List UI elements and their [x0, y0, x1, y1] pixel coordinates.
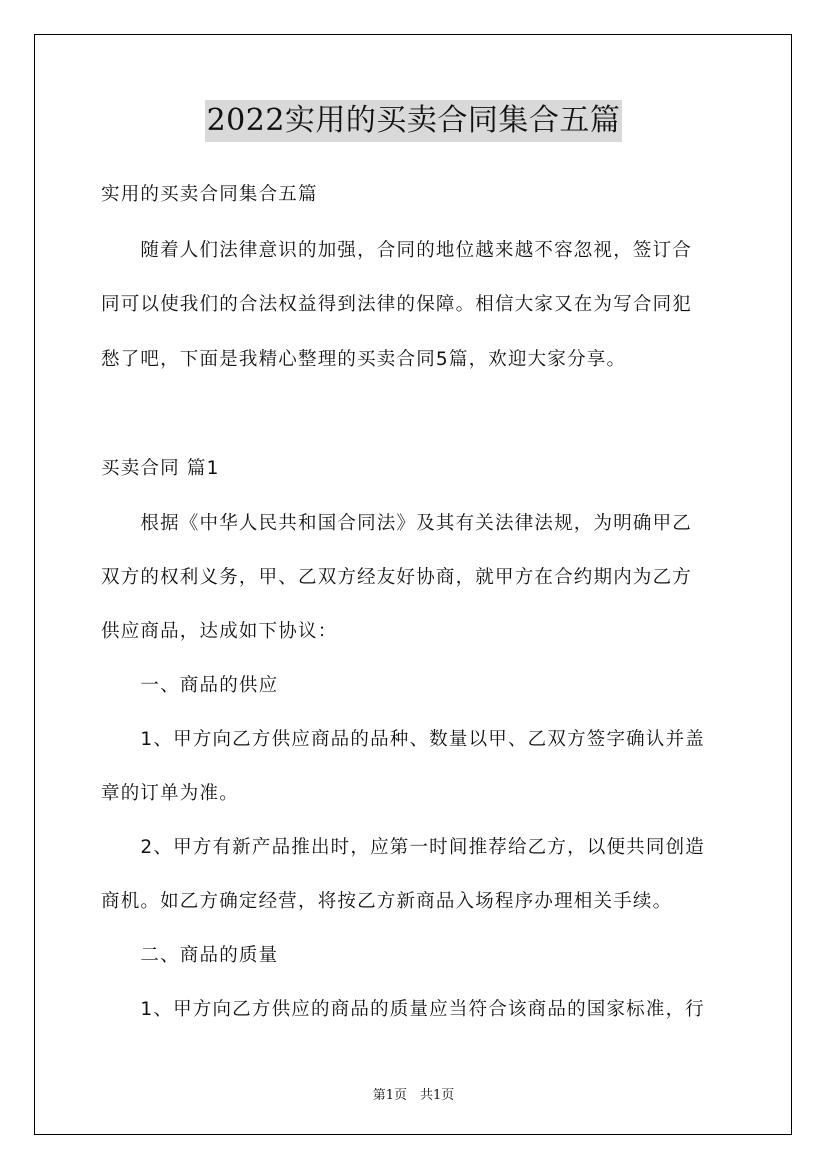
paragraph-line: 随着人们法律意识的加强，合同的地位越来越不容忽视，签订合	[101, 240, 693, 261]
document-title: 2022实用的买卖合同集合五篇	[205, 100, 623, 142]
title-container	[0, 100, 827, 142]
paragraph-line: 商机。如乙方确定经营，将按乙方新商品入场程序办理相关手续。	[101, 891, 673, 912]
paragraph-line: 愁了吧，下面是我精心整理的买卖合同5篇，欢迎大家分享。	[101, 349, 627, 370]
clause-heading: 二、商品的质量	[101, 945, 279, 966]
paragraph-line: 根据《中华人民共和国合同法》及其有关法律法规，为明确甲乙	[101, 513, 693, 534]
section-heading: 买卖合同 篇1	[101, 458, 220, 479]
paragraph-line: 2、甲方有新产品推出时，应第一时间推荐给乙方，以便共同创造	[101, 837, 705, 858]
paragraph-line: 1、甲方向乙方供应的商品的质量应当符合该商品的国家标准，行	[101, 999, 705, 1020]
paragraph-line: 同可以使我们的合法权益得到法律的保障。相信大家又在为写合同犯	[101, 294, 693, 315]
paragraph-line: 双方的权利义务，甲、乙双方经友好协商，就甲方在合约期内为乙方	[101, 567, 693, 588]
paragraph-line: 1、甲方向乙方供应商品的品种、数量以甲、乙双方签字确认并盖	[101, 729, 705, 750]
paragraph-line: 章的订单为准。	[101, 783, 239, 804]
page-footer: 第1页 共1页	[372, 1088, 455, 1103]
paragraph-line: 供应商品，达成如下协议：	[101, 621, 338, 642]
subtitle-line: 实用的买卖合同集合五篇	[101, 184, 318, 205]
clause-heading: 一、商品的供应	[101, 675, 279, 696]
